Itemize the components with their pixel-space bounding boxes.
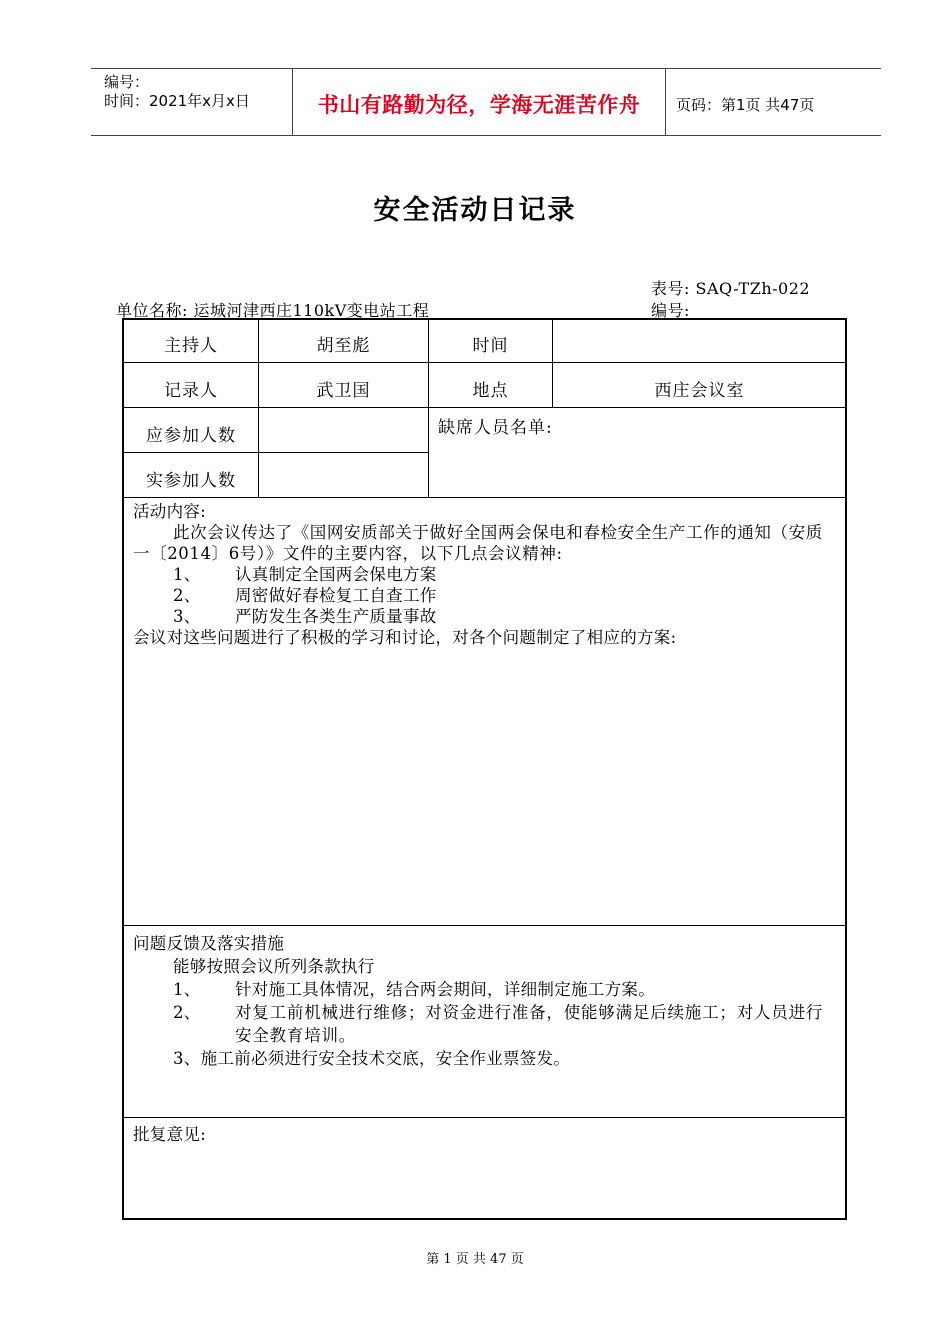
actual-attendees-label: 实参加人数 bbox=[146, 471, 236, 491]
item-text: 针对施工具体情况，结合两会期间，详细制定施工方案。 bbox=[235, 980, 655, 999]
activity-section bbox=[133, 501, 839, 648]
row-divider bbox=[123, 362, 846, 363]
item-number: 1、 bbox=[173, 980, 201, 999]
row-divider bbox=[123, 1117, 846, 1118]
activity-intro: 此次会议传达了《国网安质部关于做好全国两会保电和春检安全生产工作的通知（安质一〔2014〕6号）》文件的主要内容，以下几点会议精神: bbox=[133, 523, 823, 563]
header-motto: 书山有路勤为径，学海无涯苦作舟 bbox=[317, 93, 641, 117]
location-label: 地点 bbox=[472, 381, 509, 401]
list-item bbox=[133, 1001, 839, 1047]
expected-attendees-label: 应参加人数 bbox=[146, 426, 236, 446]
feedback-intro: 能够按照会议所列条款执行 bbox=[173, 957, 375, 976]
page-title: 安全活动日记录 bbox=[373, 195, 577, 226]
row-divider bbox=[123, 407, 846, 408]
feedback-item-3: 3、施工前必须进行安全技术交底，安全作业票签发。 bbox=[173, 1049, 571, 1068]
absent-list-label: 缺席人员名单: bbox=[438, 418, 553, 438]
activity-closing: 会议对这些问题进行了积极的学习和讨论，对各个问题制定了相应的方案: bbox=[133, 628, 677, 647]
feedback-heading: 问题反馈及落实措施 bbox=[133, 934, 285, 953]
unit-name: 单位名称: 运城河津西庄110kV变电站工程 bbox=[116, 301, 430, 320]
item-number: 3、 bbox=[173, 607, 201, 626]
header-number-label: 编号： bbox=[104, 73, 150, 91]
header-divider-left bbox=[292, 69, 293, 136]
list-item bbox=[133, 585, 839, 606]
header-time: 时间：2021年x月x日 bbox=[104, 92, 250, 110]
host-value: 胡至彪 bbox=[316, 336, 371, 356]
item-text: 周密做好春检复工自查工作 bbox=[235, 586, 437, 605]
host-label: 主持人 bbox=[164, 336, 218, 356]
header-page-info: 页码：第1页 共47页 bbox=[676, 96, 815, 114]
item-number: 2、 bbox=[173, 1003, 201, 1022]
item-number: 1、 bbox=[173, 565, 201, 584]
item-text: 严防发生各类生产质量事故 bbox=[235, 607, 437, 626]
list-item bbox=[133, 564, 839, 585]
feedback-section bbox=[133, 932, 839, 1070]
record-table bbox=[122, 318, 847, 1220]
header-divider-right bbox=[665, 69, 666, 136]
activity-heading: 活动内容: bbox=[133, 502, 207, 521]
location-value: 西庄会议室 bbox=[654, 381, 745, 401]
page-footer: 第 1 页 共 47 页 bbox=[426, 1252, 524, 1267]
row-divider bbox=[123, 925, 846, 926]
item-text: 认真制定全国两会保电方案 bbox=[235, 565, 437, 584]
time-label: 时间 bbox=[472, 336, 509, 356]
header-top-rule bbox=[91, 68, 881, 69]
row-divider bbox=[123, 452, 428, 453]
code-label: 编号: bbox=[651, 301, 690, 320]
item-number: 2、 bbox=[173, 586, 201, 605]
header-bottom-rule bbox=[91, 135, 881, 136]
list-item bbox=[133, 978, 839, 1001]
item-text: 对复工前机械进行维修；对资金进行准备，使能够满足后续施工；对人员进行安全教育培训。 bbox=[235, 1003, 824, 1045]
approval-heading: 批复意见: bbox=[133, 1125, 207, 1144]
recorder-label: 记录人 bbox=[164, 381, 218, 401]
form-number: 表号: SAQ-TZh-022 bbox=[651, 279, 811, 298]
recorder-value: 武卫国 bbox=[316, 381, 371, 401]
list-item bbox=[133, 606, 839, 627]
row-divider bbox=[123, 497, 846, 498]
